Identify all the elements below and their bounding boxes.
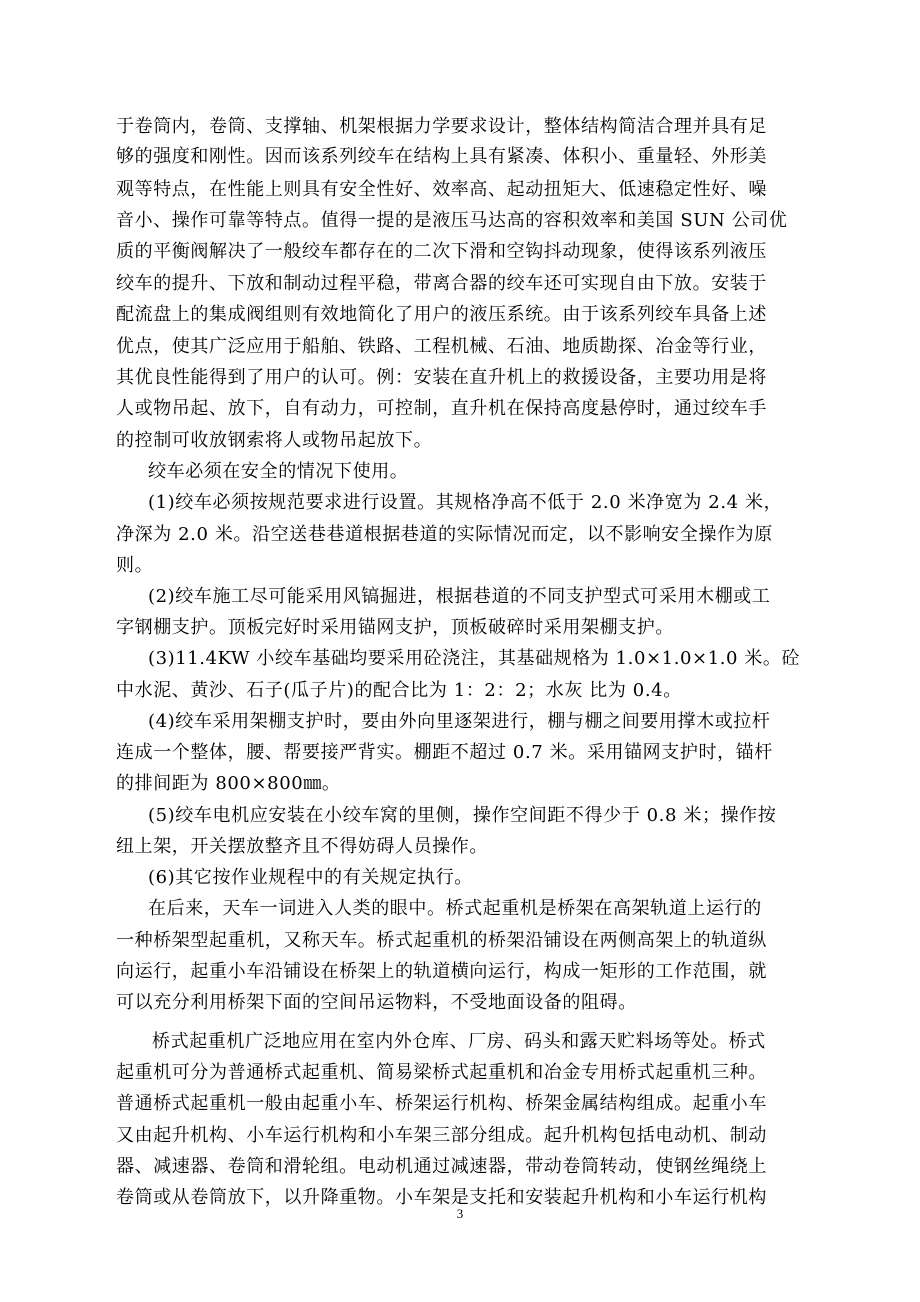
text-line: (4)绞车采用架棚支护时，要由外向里逐架进行，棚与棚之间要用撑木或拉杆 — [148, 711, 771, 732]
text-line: 连成一个整体，腰、帮要接严背实。棚距不超过 0.7 米。采用锚网支护时，锚杆 — [116, 742, 773, 763]
text-line: (3)11.4KW 小绞车基础均要采用砼浇注，其基础规格为 1.0×1.0×1.0 米。砼 — [148, 648, 801, 669]
text-line: 优点，使其广泛应用于船舶、铁路、工程机械、石油、地质勘探、冶金等行业， — [116, 336, 767, 357]
text-line: 人或物吊起、放下，自有动力，可控制，直升机在保持高度悬停时，通过绞车手 — [116, 398, 767, 419]
text-line: (5)绞车电机应安装在小绞车窝的里侧，操作空间距不得少于 0.8 米；操作按 — [148, 805, 777, 826]
page-number: 3 — [456, 1206, 464, 1221]
text-line: 卷筒或从卷筒放下，以升降重物。小车架是支托和安装起升机构和小车运行机构 — [116, 1187, 767, 1208]
text-line: 够的强度和刚性。因而该系列绞车在结构上具有紧凑、体积小、重量轻、外形美 — [116, 146, 767, 167]
text-line: 可以充分利用桥架下面的空间吊运物料，不受地面设备的阻碍。 — [116, 992, 637, 1013]
text-line: 绞车必须在安全的情况下使用。 — [148, 461, 409, 482]
text-line: (2)绞车施工尽可能采用风镐掘进，根据巷道的不同支护型式可采用木棚或工 — [148, 586, 771, 607]
text-line: 起重机可分为普通桥式起重机、简易梁桥式起重机和冶金专用桥式起重机三种。 — [116, 1062, 767, 1083]
text-line: 质的平衡阀解决了一般绞车都存在的二次下滑和空钩抖动现象，使得该系列液压 — [116, 241, 767, 262]
text-line: 桥式起重机广泛地应用在室内外仓库、厂房、码头和露天贮料场等处。桥式 — [152, 1031, 766, 1052]
text-line: 观等特点，在性能上则具有安全性好、效率高、起动扭矩大、低速稳定性好、噪 — [116, 179, 767, 200]
text-line: 其优良性能得到了用户的认可。例：安装在直升机上的救援设备，主要功用是将 — [116, 367, 767, 388]
text-line: 又由起升机构、小车运行机构和小车架三部分组成。起升机构包括电动机、制动 — [116, 1125, 767, 1146]
text-line: 配流盘上的集成阀组则有效地简化了用户的液压系统。由于该系列绞车具备上述 — [116, 304, 767, 325]
text-line: 中水泥、黄沙、石子(瓜子片)的配合比为 1：2：2；水灰 比为 0.4。 — [116, 680, 682, 701]
text-line: 的控制可收放钢索将人或物吊起放下。 — [116, 430, 433, 451]
text-line: 净深为 2.0 米。沿空送巷巷道根据巷道的实际情况而定，以不影响安全操作为原 — [116, 524, 773, 545]
text-line: 的排间距为 800×800㎜。 — [116, 773, 341, 794]
text-line: 字钢棚支护。顶板完好时采用锚网支护，顶板破碎时采用架棚支护。 — [116, 617, 674, 638]
text-line: 向运行，起重小车沿铺设在桥架上的轨道横向运行，构成一矩形的工作范围，就 — [116, 961, 767, 982]
text-line: (6)其它按作业规程中的有关规定执行。 — [148, 867, 473, 888]
text-line: 普通桥式起重机一般由起重小车、桥架运行机构、桥架金属结构组成。起重小车 — [116, 1093, 767, 1114]
text-line: (1)绞车必须按规范要求进行设置。其规格净高不低于 2.0 米净宽为 2.4 米， — [148, 492, 783, 513]
text-line: 音小、操作可靠等特点。值得一提的是液压马达高的容积效率和美国 SUN 公司优 — [116, 210, 788, 231]
text-line: 则。 — [116, 555, 154, 576]
text-line: 器、减速器、卷筒和滑轮组。电动机通过减速器，带动卷筒转动，使钢丝绳绕上 — [116, 1156, 767, 1177]
text-line: 于卷筒内，卷筒、支撑轴、机架根据力学要求设计，整体结构简洁合理并具有足 — [116, 116, 767, 137]
text-line: 在后来，天车一词进入人类的眼中。桥式起重机是桥架在高架轨道上运行的 — [148, 898, 762, 919]
text-line: 一种桥架型起重机，又称天车。桥式起重机的桥架沿铺设在两侧高架上的轨道纵 — [116, 930, 767, 951]
text-line: 绞车的提升、下放和制动过程平稳，带离合器的绞车还可实现自由下放。安装于 — [116, 273, 767, 294]
text-line: 纽上架，开关摆放整齐且不得妨碍人员操作。 — [116, 836, 488, 857]
